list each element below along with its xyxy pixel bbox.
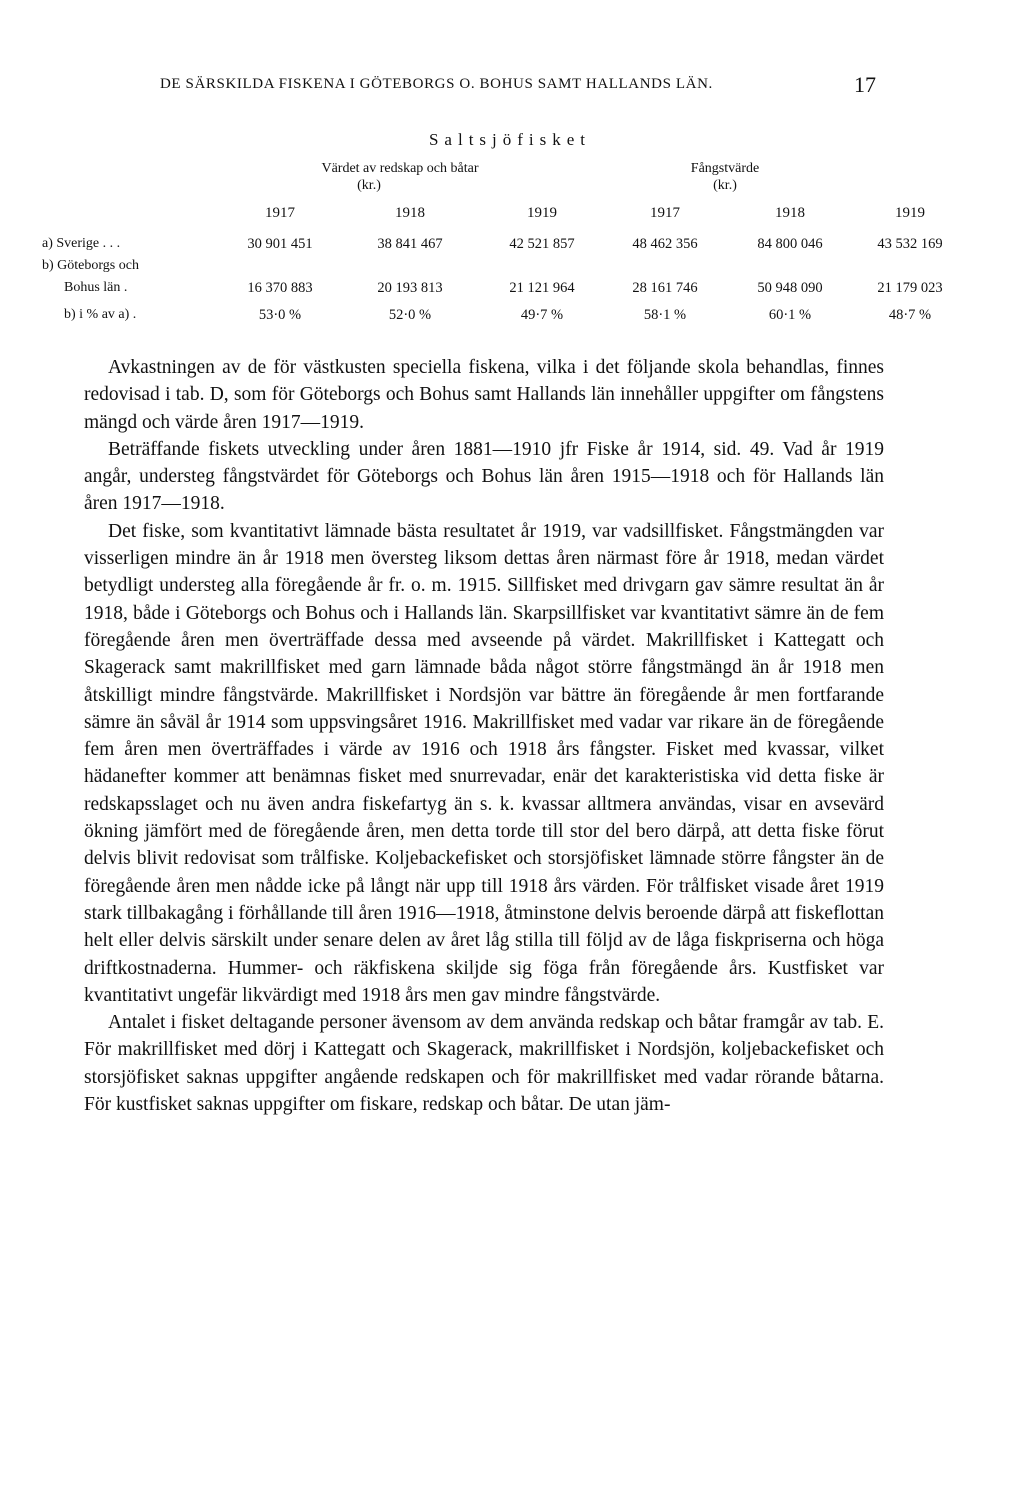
year-header: 1918 bbox=[395, 205, 425, 221]
table-cell: 53·0 % bbox=[258, 307, 302, 323]
column-group-catch bbox=[655, 160, 795, 194]
table-cell: 38 841 467 bbox=[377, 236, 443, 252]
table-cell: 21 121 964 bbox=[509, 280, 575, 296]
table-cell: 20 193 813 bbox=[377, 280, 443, 296]
paragraph: Beträffande fiskets utveckling under åren 1881—1910 jfr Fiske år 1914, sid. 49. Vad år 1919 angår, understeg fångstvärdet för Göteborgs och Bohus län åren 1915—1918 och för Hallands län åren 1917—1918. bbox=[84, 438, 884, 515]
table-cell: 42 521 857 bbox=[509, 236, 575, 252]
page-number: 17 bbox=[854, 72, 876, 97]
table-caption: Saltsjöfisket bbox=[428, 130, 592, 149]
year-header: 1919 bbox=[527, 205, 557, 221]
column-group-catch-unit: (kr.) bbox=[713, 178, 737, 193]
column-group-value-unit: (kr.) bbox=[357, 178, 381, 193]
row-label: b) i % av a) . bbox=[64, 307, 137, 322]
table-cell: 60·1 % bbox=[768, 307, 812, 323]
year-header: 1917 bbox=[650, 205, 680, 221]
table-cell: 50 948 090 bbox=[757, 280, 823, 296]
row-label: a) Sverige . . . bbox=[42, 236, 121, 251]
year-header: 1917 bbox=[265, 205, 295, 221]
body-text bbox=[84, 354, 884, 1118]
table-cell: 52·0 % bbox=[388, 307, 432, 323]
table-cell: 28 161 746 bbox=[632, 280, 698, 296]
table-cell: 21 179 023 bbox=[877, 280, 943, 296]
table-cell: 43 532 169 bbox=[877, 236, 943, 252]
table-cell: 48 462 356 bbox=[632, 236, 698, 252]
paragraph: Det fiske, som kvantitativt lämnade bästa resultatet år 1919, var vadsillfisket. Fångstmängden var visserligen mindre än år 1918 men översteg liksom dettas åren närmast före år 1918, medan värdet betydligt understeg alla föregående år fr. o. m. 1915. Sillfisket med drivgarn gav sämre resultat än år 1918, både i Göteborgs och Bohus och i Hallands län. Skarpsillfisket var kvantitativt sämre än de fem föregående åren men överträffade dessa med avseende på värdet. Makrillfisket i Kattegatt och Skagerack samt makrillfisket med garn lämnade båda något större fångstmängd än år 1918 men åtskilligt mindre fångstvärde. Makrillfisket i Nordsjön var bättre än föregående år men fortfarande sämre än såväl år 1914 som uppsvingsåret 1916. Makrillfisket med vadar var rikare än de föregående fem åren men överträffades i värde av 1916 och 1918 års fångster. Fisket med kvassar, vilket hädanefter kommer att benämnas fisket med snurrevadar, enär det karakteristiska vid detta fiske är redskapsslaget och nu även andra fiskefartyg än s. k. kvassar alltmera användas, visar en avsevärd ökning jämfört med de föregående åren, men detta torde till stor del bero därpå, att detta fiske förut delvis blivit redovisat som trålfiske. Koljebackefisket och storsjöfisket lämnade större fångster än de föregående åren men nådde icke på långt när upp till 1918 års värden. För trålfisket visade året 1919 stark tillbakagång i förhållande till åren 1916—1918, åtminstone delvis beroende därpå att fiskeflottan helt eller delvis särskilt under senare delen av året låg stilla till följd av de låga fiskpriserna och höga driftkostnaderna. Hummer- och räkfiskena skiljde sig föga från föregående års. Kustfisket var kvantitativt ungefär likvärdigt med 1918 års men gav mindre fångstvärde. bbox=[84, 520, 884, 1006]
table-cell: 84 800 046 bbox=[757, 236, 823, 252]
year-header: 1919 bbox=[895, 205, 925, 221]
running-header: DE SÄRSKILDA FISKENA I GÖTEBORGS O. BOHUS SAMT HALLANDS LÄN. bbox=[160, 76, 713, 92]
table-cell: 58·1 % bbox=[643, 307, 687, 323]
table-cell: 48·7 % bbox=[888, 307, 932, 323]
row-label-continued: Bohus län . bbox=[64, 280, 128, 295]
table-cell: 30 901 451 bbox=[247, 236, 313, 252]
table-cell: 49·7 % bbox=[520, 307, 564, 323]
table-cell: 16 370 883 bbox=[247, 280, 313, 296]
row-label: b) Göteborgs och bbox=[42, 258, 139, 273]
paragraph: Avkastningen av de för västkusten speciella fiskena, vilka i det följande skola behandlas, finnes redovisad i tab. D, som för Göteborgs och Bohus samt Hallands län innehåller uppgifter om fångstens mängd och värde åren 1917—1919. bbox=[84, 357, 884, 433]
column-group-value bbox=[250, 160, 550, 194]
column-group-value-title: Värdet av redskap och båtar bbox=[321, 161, 479, 176]
year-header: 1918 bbox=[775, 205, 805, 221]
paragraph: Antalet i fisket deltagande personer ävensom av dem använda redskap och båtar framgår av tab. E. För makrillfisket med dörj i Kattegatt och Skagerack, makrillfisket i Nordsjön, koljebackefisket och storsjöfisket saknas uppgifter angående redskapen och för makrillfisket med vadar rörande båtarna. För kustfisket saknas uppgifter om fiskare, redskap och båtar. De utan jäm- bbox=[84, 1012, 884, 1116]
column-group-catch-title: Fångstvärde bbox=[690, 161, 760, 176]
